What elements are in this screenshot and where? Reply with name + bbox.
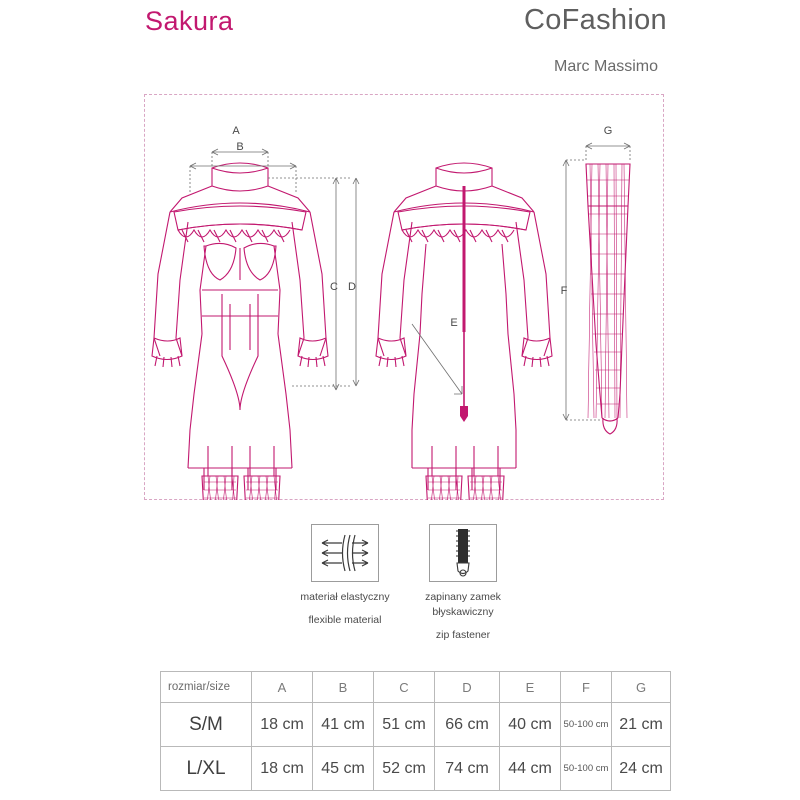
zipper-icon bbox=[429, 524, 497, 582]
table-cell-g: 21 cm bbox=[612, 703, 671, 747]
table-cell-a: 18 cm bbox=[252, 703, 313, 747]
table-header-d: D bbox=[435, 672, 500, 703]
table-cell-e: 44 cm bbox=[500, 747, 561, 791]
table-header-a: A bbox=[252, 672, 313, 703]
size-table bbox=[160, 671, 671, 791]
table-cell-b: 41 cm bbox=[313, 703, 374, 747]
table-cell-b: 45 cm bbox=[313, 747, 374, 791]
table-header-f: F bbox=[561, 672, 612, 703]
icon-legend bbox=[290, 524, 520, 644]
dim-label-f: F bbox=[560, 285, 568, 297]
table-cell-f: 50-100 cm bbox=[561, 747, 612, 791]
legend-label-en: flexible material bbox=[308, 614, 382, 626]
table-cell-d: 74 cm bbox=[435, 747, 500, 791]
table-cell-c: 52 cm bbox=[374, 747, 435, 791]
dim-label-g: G bbox=[603, 125, 613, 137]
table-header-row bbox=[161, 672, 671, 703]
legend-label-en: zip fastener bbox=[435, 629, 491, 641]
table-header-c: C bbox=[374, 672, 435, 703]
dim-label-e: E bbox=[450, 317, 458, 329]
dim-label-d: D bbox=[348, 281, 356, 293]
table-header-e: E bbox=[500, 672, 561, 703]
legend-item-flexible-material bbox=[290, 524, 400, 628]
legend-label-pl-2: błyskawiczny bbox=[432, 606, 494, 618]
legend-label-pl-1: zapinany zamek bbox=[425, 591, 501, 603]
table-cell-g: 24 cm bbox=[612, 747, 671, 791]
brand-logo: CoFashion bbox=[524, 4, 667, 36]
legend-label-pl: materiał elastyczny bbox=[300, 591, 390, 603]
table-row bbox=[161, 703, 671, 747]
table-cell-size: S/M bbox=[161, 703, 252, 747]
stretch-arrows-icon bbox=[311, 524, 379, 582]
table-header-size: rozmiar/size bbox=[161, 672, 252, 703]
legend-item-zip-fastener bbox=[408, 524, 518, 643]
table-cell-c: 51 cm bbox=[374, 703, 435, 747]
table-cell-size: L/XL bbox=[161, 747, 252, 791]
technical-drawing bbox=[144, 94, 664, 500]
table-header-b: B bbox=[313, 672, 374, 703]
dim-label-a: A bbox=[232, 125, 240, 137]
table-cell-e: 40 cm bbox=[500, 703, 561, 747]
table-row bbox=[161, 747, 671, 791]
table-cell-a: 18 cm bbox=[252, 747, 313, 791]
table-cell-d: 66 cm bbox=[435, 703, 500, 747]
dim-label-c: C bbox=[330, 281, 338, 293]
product-name: Sakura bbox=[145, 6, 234, 36]
table-header-g: G bbox=[612, 672, 671, 703]
designer-name: Marc Massimo bbox=[554, 58, 659, 75]
dim-label-b: B bbox=[236, 141, 244, 153]
table-cell-f: 50-100 cm bbox=[561, 703, 612, 747]
